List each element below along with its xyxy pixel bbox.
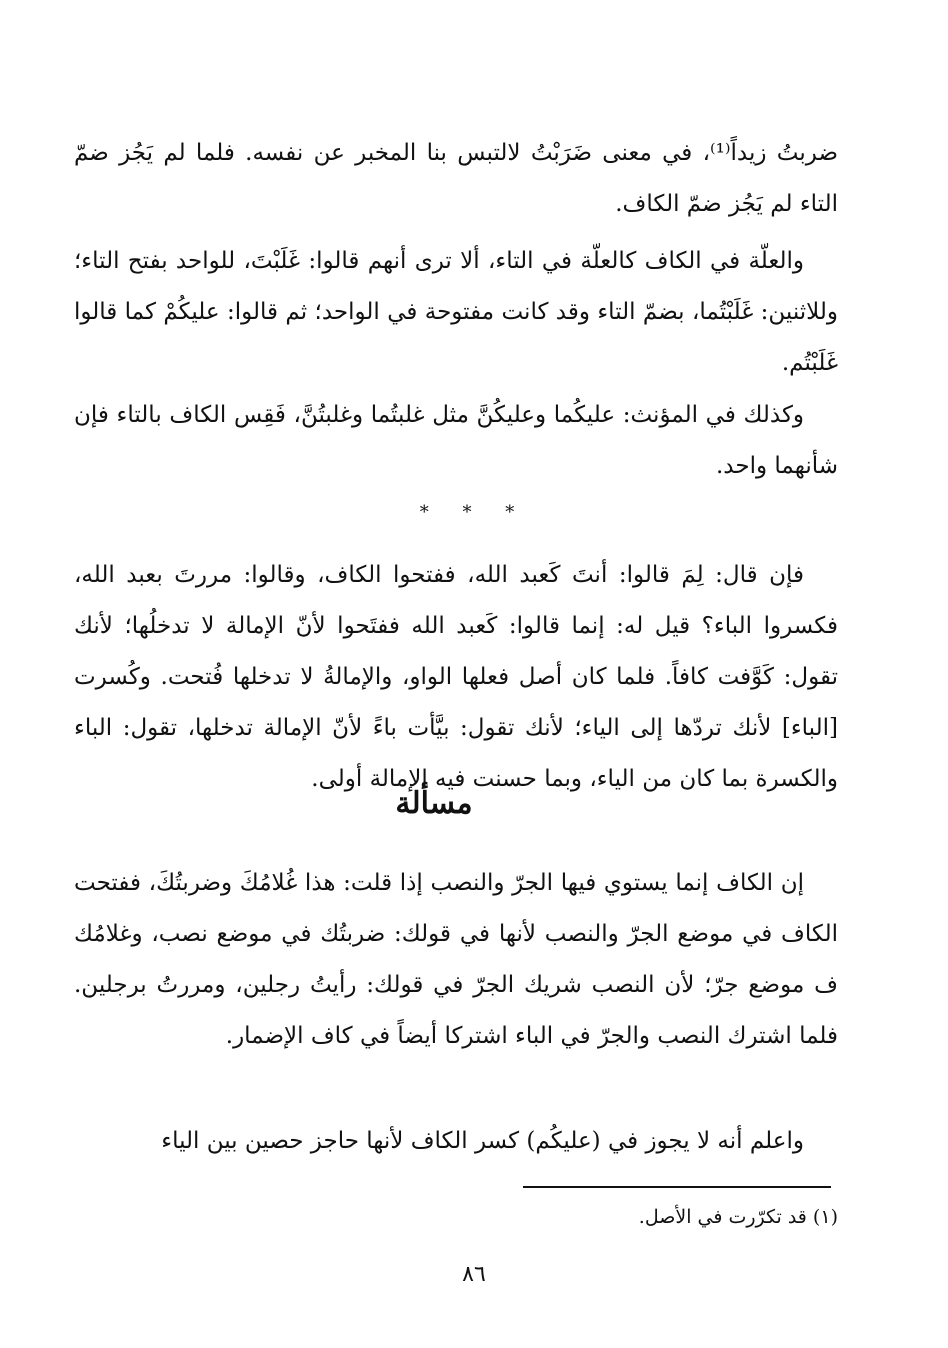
paragraph-3: وكذلك في المؤنث: عليكُما وعليكُنَّ مثل غلبتُما وغلبتُنَّ، فَقِس الكاف بالتاء فإن شأنهما واحد. (74, 402, 838, 479)
paragraph-1: ضربتُ زيداً⁽¹⁾، في معنى ضَرَبْتُ لالتبس بنا المخبر عن نفسه. فلما لم يَجُز ضمّ التاء لم يَجُز ضمّ الكاف. (74, 140, 838, 217)
paragraph-4: فإن قال: لِمَ قالوا: أنتَ كَعبد الله، ففتحوا الكاف، وقالوا: مررتَ بعبد الله، فكسروا الباء؟ قيل له: إنما قالوا: كَعبد الله ففتَحوا لأنّ الإمالة لا تدخلُها؛ لأنك تقول: كَوَّفت كافاً. فلما كان أصل فعلها الواو، والإمالةُ لا تدخلها فُتحت. وكُسرت [الباء] لأنك تردّها إلى الياء؛ لأنك تقول: بيَّأت باءً لأنّ الإمالة تدخلها، تقول: الباء والكسرة بما كان من الياء، وبما حسنت فيه الإمالة أولى. (74, 562, 838, 792)
page-number: ٨٦ (462, 1262, 486, 1287)
footnote: (١) قد تكرّرت في الأصل. (638, 1206, 838, 1228)
footnote-divider (523, 1186, 831, 1188)
paragraph-2: والعلّة في الكاف كالعلّة في التاء، ألا ترى أنهم قالوا: غَلَبْتَ، للواحد بفتح التاء؛ وللاثنين: غَلَبْتُما، بضمّ التاء وقد كانت مفتوحة في الواحد؛ ثم قالوا: عليكُمْ كما قالوا غَلَبْتُم. (74, 248, 838, 376)
section-heading: مسألة (395, 786, 473, 821)
section-separator: * * * (419, 502, 529, 523)
paragraph-6: واعلم أنه لا يجوز في (عليكُم) كسر الكاف لأنها حاجز حصين بين الياء (161, 1128, 804, 1154)
paragraph-5: إن الكاف إنما يستوي فيها الجرّ والنصب إذا قلت: هذا غُلامُكَ وضربتُكَ، ففتحت الكاف في موضع الجرّ والنصب لأنها في قولك: ضربتُك في موضع نصب، وغلامُك ف موضع جرّ؛ لأن النصب شريك الجرّ في قولك: رأيتُ رجلين، ومررتُ برجلين. فلما اشترك النصب والجرّ في الباء اشتركا أيضاً في كاف الإضمار. (74, 870, 838, 1049)
